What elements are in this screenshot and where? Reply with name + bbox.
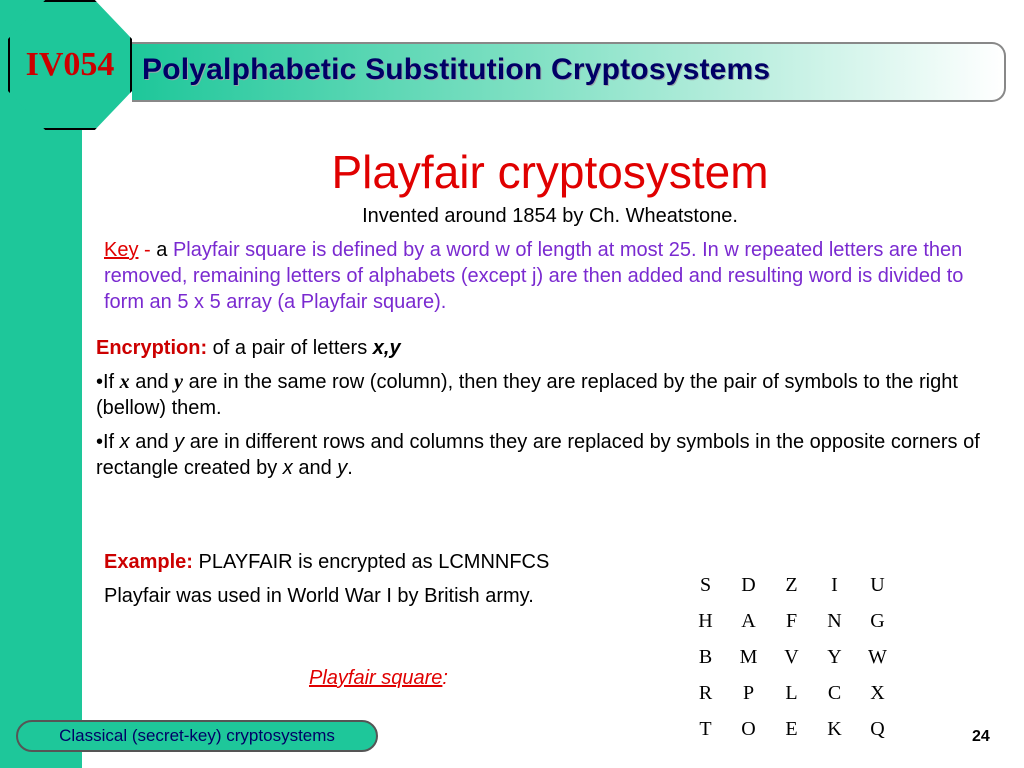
playfair-square-label-text: Playfair square [309,667,443,689]
bullet-same-row [96,369,996,421]
playfair-cell: N [827,609,842,632]
playfair-square-label-colon: : [442,667,448,689]
footer-section-label: Classical (secret-key) cryptosystems [16,720,378,752]
playfair-square [684,567,899,747]
bullet2-x2: x [282,457,293,479]
key-article: a [156,239,173,261]
key-text: Playfair square is defined by a word w of length at most 25. In w repeated letters are then removed, remaining letters of alphabets (except j) are then added and resulting word is divided to form an 5 x 5 array (a Playfair square). [104,239,964,313]
encryption-intro-text: of a pair of letters [207,337,373,359]
encryption-pair: x,y [372,337,401,359]
bullet1-x: x [119,371,130,393]
playfair-cell: I [831,573,838,596]
playfair-cell: W [868,645,887,668]
key-dash: - [138,239,157,261]
page-heading: Playfair cryptosystem [331,146,769,198]
bullet1-prefix: •If [96,371,120,393]
bullet2-rest: are in different rows and columns they are replaced by symbols in the opposite corners of rectangle created by [96,431,980,479]
bullet2-and2: and [292,457,338,479]
playfair-square-label [309,667,448,690]
bullet1-rest: are in the same row (column), then they are replaced by the pair of symbols to the right (bellow) them. [96,371,958,419]
playfair-cell: F [785,609,798,632]
encryption-section [96,335,996,489]
bullet2-y: y [174,431,185,453]
playfair-cell: B [698,645,713,668]
playfair-row [684,639,899,675]
playfair-cell: Y [827,645,842,668]
encryption-colon: : [200,337,208,359]
playfair-cell: G [870,609,885,632]
playfair-cell: H [698,609,713,632]
playfair-cell: S [699,573,712,596]
playfair-cell: K [827,717,842,740]
playfair-row [684,567,899,603]
playfair-cell: A [741,609,756,632]
playfair-row [684,711,899,747]
bullet2-and: and [129,431,175,453]
playfair-cell: P [742,681,755,704]
playfair-cell: T [699,717,712,740]
page-subheading: Invented around 1854 by Ch. Wheatstone. [362,205,738,227]
playfair-row [684,603,899,639]
playfair-cell: R [698,681,713,704]
playfair-cell: X [870,681,885,704]
playfair-cell: O [741,717,756,740]
course-code: IV054 [25,46,115,83]
example-text: PLAYFAIR is encrypted as LCMNNFCS [192,551,550,573]
bullet2-y2: y [337,457,348,479]
bullet1-y: y [174,371,184,393]
key-definition [104,237,1004,315]
bullet2-prefix: •If [96,431,120,453]
playfair-cell: M [739,645,758,668]
playfair-cell: U [870,573,885,596]
playfair-cell: Z [785,573,798,596]
bullet2-x: x [119,431,130,453]
page-number: 24 [972,728,990,745]
playfair-cell: V [784,645,799,668]
key-label: Key [104,239,139,261]
playfair-cell: D [741,573,756,596]
encryption-intro [96,335,996,361]
playfair-cell: L [785,681,798,704]
playfair-cell: Q [870,717,885,740]
playfair-row [684,675,899,711]
playfair-cell: C [827,681,842,704]
example-history: Playfair was used in World War I by British army. [104,585,534,607]
bullet1-and: and [129,371,175,393]
example-line [104,545,549,579]
example-label: Example: [104,551,193,573]
playfair-cell: E [785,717,798,740]
bullet2-end: . [347,457,353,479]
example-section [104,545,549,613]
slide-title: Polyalphabetic Substitution Cryptosystems [142,53,771,86]
bullet-different-rows [96,429,996,481]
encryption-label: Encryption [96,337,201,359]
